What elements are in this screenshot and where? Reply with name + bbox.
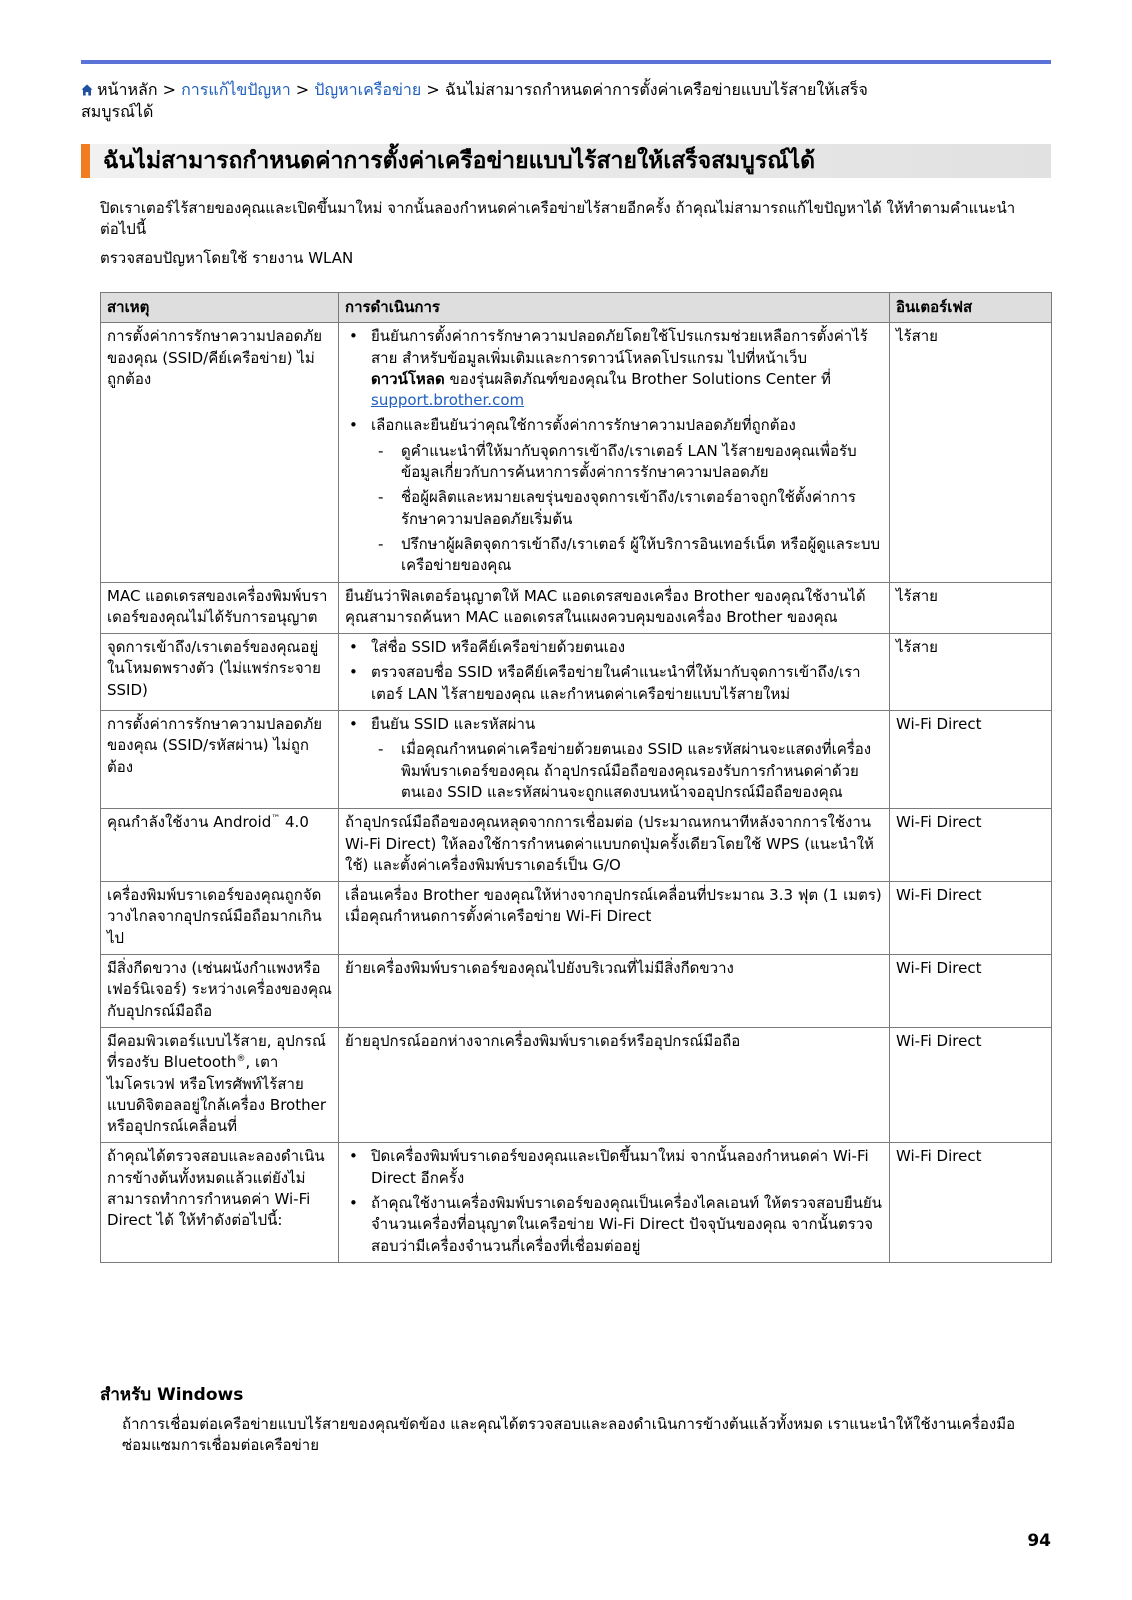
intro-paragraph: ปิดเราเตอร์ไร้สายของคุณและเปิดขึ้นมาใหม่ จากนั้นลองกำหนดค่าเครือข่ายไร้สายอีกครั้ง ถ้าคุณไม่สามารถแก้ไขปัญหาได้ ให้ทำตามคำแนะนำต่อไปนี้ <box>100 199 1016 239</box>
action-cell: ย้ายเครื่องพิมพ์บราเดอร์ของคุณไปยังบริเวณที่ไม่มีสิ่งกีดขวาง <box>339 955 890 1028</box>
table-row <box>101 1027 1052 1142</box>
table-row <box>101 955 1052 1028</box>
windows-heading: สำหรับ Windows <box>100 1385 244 1405</box>
action-cell <box>339 634 890 711</box>
windows-paragraph: ถ้าการเชื่อมต่อเครือข่ายแบบไร้สายของคุณขัดข้อง และคุณได้ตรวจสอบและลองดำเนินการข้างต้นแล้วทั้งหมด เราแนะนำให้ใช้งานเครื่องมือซ่อมแซมการเชื่อมต่อเครือข่าย <box>122 1415 1016 1455</box>
breadcrumb-separator: > <box>426 80 440 99</box>
cause-cell: การตั้งค่าการรักษาความปลอดภัยของคุณ (SSID/รหัสผ่าน) ไม่ถูกต้อง <box>101 711 339 809</box>
breadcrumb-current-continued: สมบูรณ์ได้ <box>81 102 154 122</box>
action-cell: ย้ายอุปกรณ์ออกห่างจากเครื่องพิมพ์บราเดอร์หรืออุปกรณ์มือถือ <box>339 1027 890 1142</box>
breadcrumb-link-troubleshooting[interactable]: การแก้ไขปัญหา <box>181 80 291 99</box>
action-bullet: • ตรวจสอบชื่อ SSID หรือคีย์เครือข่ายในคำแนะนำที่ให้มากับจุดการเข้าถึง/เราเตอร์ LAN ไร้สายของคุณ และกำหนดค่าเครือข่ายแบบไร้สายใหม่ <box>345 662 883 705</box>
cause-text: , เตาไมโครเวฟ หรือโทรศัพท์ไร้สายแบบดิจิตอลอยู่ใกล้เครื่อง Brother หรืออุปกรณ์เคลื่อนที่ <box>107 1053 326 1136</box>
action-bullet: • เลือกและยืนยันว่าคุณใช้การตั้งค่าการรักษาความปลอดภัยที่ถูกต้อง <box>345 415 883 436</box>
cause-cell: เครื่องพิมพ์บราเดอร์ของคุณถูกจัดวางไกลจากอุปกรณ์มือถือมากเกินไป <box>101 882 339 955</box>
support-link[interactable]: support.brother.com <box>371 391 525 410</box>
table-row <box>101 634 1052 711</box>
cause-cell: ถ้าคุณได้ตรวจสอบและลองดำเนินการข้างต้นทั้งหมดแล้วแต่ยังไม่สามารถทำการกำหนดค่า Wi-Fi Direct ได้ ให้ทำดังต่อไปนี้: <box>101 1143 339 1262</box>
download-label: ดาวน์โหลด <box>371 369 445 388</box>
interface-cell: ไร้สาย <box>890 634 1052 711</box>
cause-cell <box>101 1027 339 1142</box>
interface-cell: Wi-Fi Direct <box>890 1027 1052 1142</box>
cause-cell: มีสิ่งกีดขวาง (เช่นผนังกำแพงหรือเฟอร์นิเจอร์) ระหว่างเครื่องของคุณกับอุปกรณ์มือถือ <box>101 955 339 1028</box>
cause-cell: MAC แอดเดรสของเครื่องพิมพ์บราเดอร์ของคุณไม่ได้รับการอนุญาต <box>101 582 339 634</box>
action-text: ของรุ่นผลิตภัณฑ์ของคุณใน Brother Solutions Center ที่ <box>449 369 831 388</box>
action-bullet: • ปิดเครื่องพิมพ์บราเดอร์ของคุณและเปิดขึ้นมาใหม่ จากนั้นลองกำหนดค่า Wi-Fi Direct อีกครั้ง <box>345 1146 883 1189</box>
header-cause: สาเหตุ <box>101 293 339 323</box>
action-subitem: - ดูคำแนะนำที่ให้มากับจุดการเข้าถึง/เราเตอร์ LAN ไร้สายของคุณเพื่อรับข้อมูลเกี่ยวกับการค้นหาการตั้งค่าการรักษาความปลอดภัย <box>345 441 883 484</box>
title-bar <box>81 144 1051 178</box>
interface-cell: ไร้สาย <box>890 582 1052 634</box>
page-title: ฉันไม่สามารถกำหนดค่าการตั้งค่าเครือข่ายแบบไร้สายให้เสร็จสมบูรณ์ได้ <box>103 148 816 174</box>
interface-cell: Wi-Fi Direct <box>890 955 1052 1028</box>
action-subitem: - ปรึกษาผู้ผลิตจุดการเข้าถึง/เราเตอร์ ผู้ให้บริการอินเทอร์เน็ต หรือผู้ดูแลระบบเครือข่ายของคุณ <box>345 534 883 577</box>
page-number: 94 <box>1027 1531 1051 1551</box>
header-interface: อินเตอร์เฟส <box>890 293 1052 323</box>
action-text: ยืนยันการตั้งค่าการรักษาความปลอดภัยโดยใช้โปรแกรมช่วยเหลือการตั้งค่าไร้สาย สำหรับข้อมูลเพิ่มเติมและการดาวน์โหลดโปรแกรม ไปที่หน้าเว็บ <box>371 327 868 367</box>
action-cell <box>339 1143 890 1262</box>
action-subitem: - เมื่อคุณกำหนดค่าเครือข่ายด้วยตนเอง SSID และรหัสผ่านจะแสดงที่เครื่องพิมพ์บราเดอร์ของคุณ ถ้าอุปกรณ์มือถือของคุณรองรับการกำหนดค่าด้วยตนเอง SSID และรหัสผ่านจะถูกแสดงบนหน้าจออุปกรณ์มือถือของคุณ <box>345 739 883 803</box>
trademark-mark: ™ <box>271 814 281 825</box>
interface-cell: Wi-Fi Direct <box>890 1143 1052 1262</box>
action-cell <box>339 711 890 809</box>
registered-mark: ® <box>236 1054 246 1065</box>
cause-cell <box>101 809 339 882</box>
breadcrumb-home[interactable]: หน้าหลัก <box>97 80 158 99</box>
action-cell: ถ้าอุปกรณ์มือถือของคุณหลุดจากการเชื่อมต่อ (ประมาณหกนาทีหลังจากการใช้งาน Wi-Fi Direct) ให้ลองใช้การกำหนดค่าแบบกดปุ่มครั้งเดียวโดยใช้ WPS (แนะนำให้ใช้) และตั้งค่าเครื่องพิมพ์บราเดอร์เป็น G/O <box>339 809 890 882</box>
interface-cell: Wi-Fi Direct <box>890 809 1052 882</box>
breadcrumb-separator: > <box>295 80 310 99</box>
action-cell <box>339 323 890 582</box>
table-header-row <box>101 293 1052 323</box>
interface-cell: Wi-Fi Direct <box>890 711 1052 809</box>
action-bullet: • ยืนยัน SSID และรหัสผ่าน <box>345 714 883 735</box>
breadcrumb-link-network-problems[interactable]: ปัญหาเครือข่าย <box>314 80 422 99</box>
intro <box>100 198 1030 276</box>
troubleshooting-table <box>100 292 1052 1263</box>
interface-cell: ไร้สาย <box>890 323 1052 582</box>
breadcrumb-current: ฉันไม่สามารถกำหนดค่าการตั้งค่าเครือข่ายแบบไร้สายให้เสร็จ <box>444 80 868 99</box>
intro-wlan-report: ตรวจสอบปัญหาโดยใช้ รายงาน WLAN <box>100 248 354 267</box>
table-row <box>101 711 1052 809</box>
cause-text: มีคอมพิวเตอร์แบบไร้สาย, อุปกรณ์ที่รองรับ Bluetooth <box>107 1031 326 1072</box>
top-rule <box>81 60 1051 64</box>
cause-cell: จุดการเข้าถึง/เราเตอร์ของคุณอยู่ในโหมดพรางตัว (ไม่แพร่กระจาย SSID) <box>101 634 339 711</box>
action-bullet: • ใส่ชื่อ SSID หรือคีย์เครือข่ายด้วยตนเอง <box>345 637 883 658</box>
table-row <box>101 323 1052 582</box>
action-bullet <box>345 326 883 411</box>
cause-text: 4.0 <box>280 813 309 832</box>
breadcrumb-separator: > <box>162 80 177 99</box>
cause-cell: การตั้งค่าการรักษาความปลอดภัยของคุณ (SSID/คีย์เครือข่าย) ไม่ถูกต้อง <box>101 323 339 582</box>
action-cell: ยืนยันว่าฟิลเตอร์อนุญาตให้ MAC แอดเดรสของเครื่อง Brother ของคุณใช้งานได้ คุณสามารถค้นหา MAC แอดเดรสในแผงควบคุมของเครื่อง Brother ของคุณ <box>339 582 890 634</box>
table-row <box>101 582 1052 634</box>
table-row <box>101 1143 1052 1262</box>
cause-text: คุณกำลังใช้งาน Android <box>107 813 272 832</box>
header-action: การดำเนินการ <box>339 293 890 323</box>
home-icon[interactable] <box>81 84 93 96</box>
action-bullet: • ถ้าคุณใช้งานเครื่องพิมพ์บราเดอร์ของคุณเป็นเครื่องไคลเอนท์ ให้ตรวจสอบยืนยันจำนวนเครื่องที่อนุญาตในเครือข่าย Wi-Fi Direct ปัจจุบันของคุณ จากนั้นตรวจสอบว่ามีเครื่องจำนวนกี่เครื่องที่เชื่อมต่ออยู่ <box>345 1193 883 1257</box>
breadcrumb <box>81 79 1021 124</box>
action-subitem: - ชื่อผู้ผลิตและหมายเลขรุ่นของจุดการเข้าถึง/เราเตอร์อาจถูกใช้ตั้งค่าการรักษาความปลอดภัยเริ่มต้น <box>345 487 883 530</box>
interface-cell: Wi-Fi Direct <box>890 882 1052 955</box>
action-cell: เลื่อนเครื่อง Brother ของคุณให้ห่างจากอุปกรณ์เคลื่อนที่ประมาณ 3.3 ฟุต (1 เมตร) เมื่อคุณกำหนดการตั้งค่าเครือข่าย Wi-Fi Direct <box>339 882 890 955</box>
title-accent-bar <box>81 144 90 178</box>
table-row <box>101 882 1052 955</box>
table-row <box>101 809 1052 882</box>
